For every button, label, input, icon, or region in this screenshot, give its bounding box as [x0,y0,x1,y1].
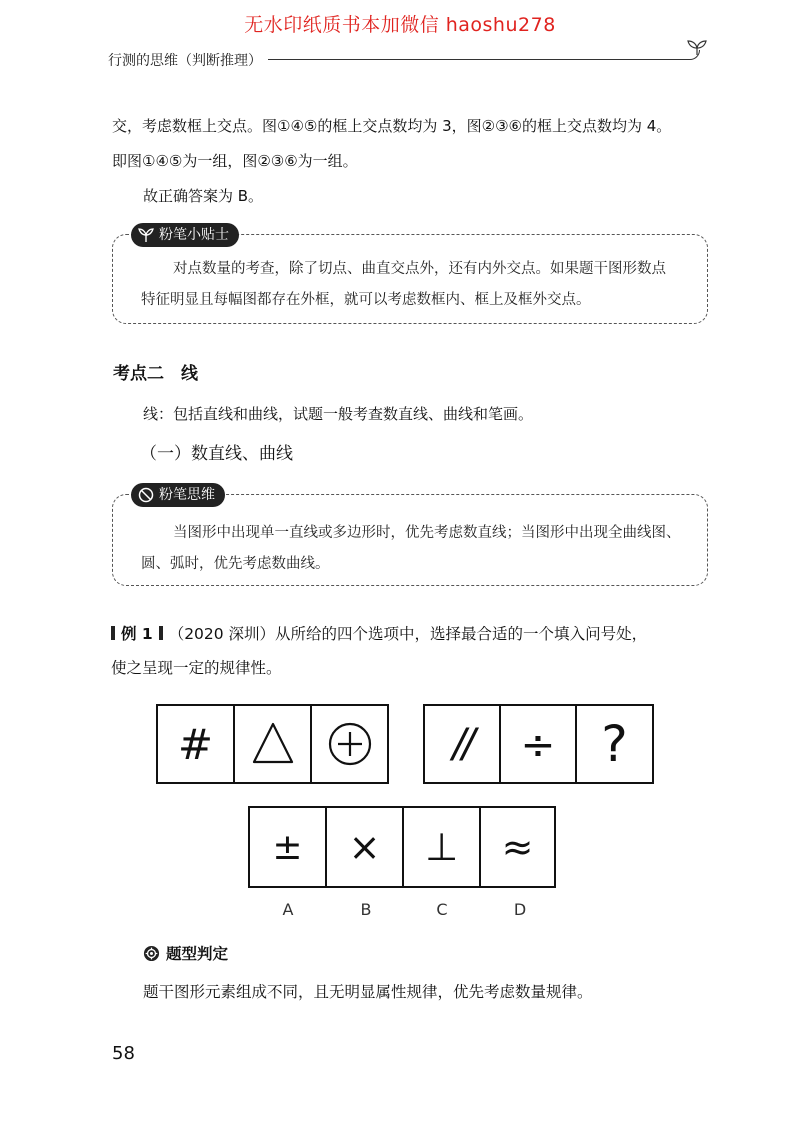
divide-symbol: ÷ [520,719,556,769]
tip-box [112,227,708,324]
question-cell-4 [425,706,501,782]
intro-line-2: 即图①④⑤为一组，图②③⑥为一组。 [112,152,358,170]
approx-symbol: ≈ [501,825,534,869]
example-tag: 例 1 [121,625,153,643]
question-cell-3 [312,706,387,782]
option-cell-d[interactable] [481,808,554,886]
question-cell-1 [158,706,235,782]
header-title: 行测的思维（判断推理） [108,53,262,69]
tip-label-text: 粉笔小贴士 [159,227,229,243]
question-cell-5 [501,706,577,782]
sprout-icon [686,40,708,56]
example-line-2: 使之呈现一定的规律性。 [111,659,282,677]
question-cell-6 [577,706,652,782]
option-label-c: C [436,900,448,919]
triangle-symbol [251,720,295,766]
thinking-box [112,487,708,586]
option-label-b: B [360,900,372,919]
answer-line: 故正确答案为 B。 [143,187,264,205]
section-desc: 线：包括直线和曲线，试题一般考查数直线、曲线和笔画。 [143,405,534,423]
option-label-a: A [282,900,294,919]
circle-plus-symbol [326,720,374,768]
question-type-heading-text: 题型判定 [166,945,229,963]
tag-bar-left [111,626,115,640]
leaf-icon [137,226,155,244]
times-symbol: × [348,825,381,869]
option-label-d: D [513,900,527,919]
watermark-text: 无水印纸质书本加微信 haoshu278 [244,14,556,36]
question-figure-right [423,704,654,784]
thinking-label-text: 粉笔思维 [159,487,215,503]
hash-symbol: # [177,719,214,769]
plus-minus-symbol: ± [272,826,303,868]
tip-label [131,223,239,247]
section-title: 考点二 线 [113,364,198,384]
example-source-text: （2020 深圳）从所给的四个选项中，选择最合适的一个填入问号处， [168,625,648,643]
gear-icon [143,945,160,962]
question-cell-2 [235,706,312,782]
option-cell-c[interactable] [404,808,481,886]
page-number: 58 [112,1043,135,1064]
question-figure-left [156,704,389,784]
option-cell-b[interactable] [327,808,404,886]
tip-line-1: 对点数量的考查，除了切点、曲直交点外，还有内外交点。如果题干图形数点 [173,261,666,277]
double-slash-symbol: // [452,721,472,767]
question-type-body: 题干图形元素组成不同，且无明显属性规律，优先考虑数量规律。 [143,983,593,1001]
page-header [108,48,708,74]
tip-line-2: 特征明显且每幅图都存在外框，就可以考虑数框内、框上及框外交点。 [141,292,591,308]
thinking-line-1: 当图形中出现单一直线或多边形时，优先考虑数直线；当图形中出现全曲线图、 [173,525,681,541]
thinking-line-2: 圆、弧时，优先考虑数曲线。 [141,556,330,572]
question-mark-symbol: ? [601,715,628,773]
thinking-label [131,483,225,507]
options-figure [248,806,556,888]
perpendicular-symbol: ⊥ [424,825,459,869]
no-entry-icon [137,486,155,504]
subsection-title: （一）数直线、曲线 [140,444,293,464]
question-type-heading [143,942,228,964]
tag-bar-right [159,626,163,640]
header-rule [268,59,690,60]
intro-line-1: 交，考虑数框上交点。图①④⑤的框上交点数均为 3，图②③⑥的框上交点数均为 4。 [112,117,672,135]
example-heading [111,622,647,644]
option-cell-a[interactable] [250,808,327,886]
